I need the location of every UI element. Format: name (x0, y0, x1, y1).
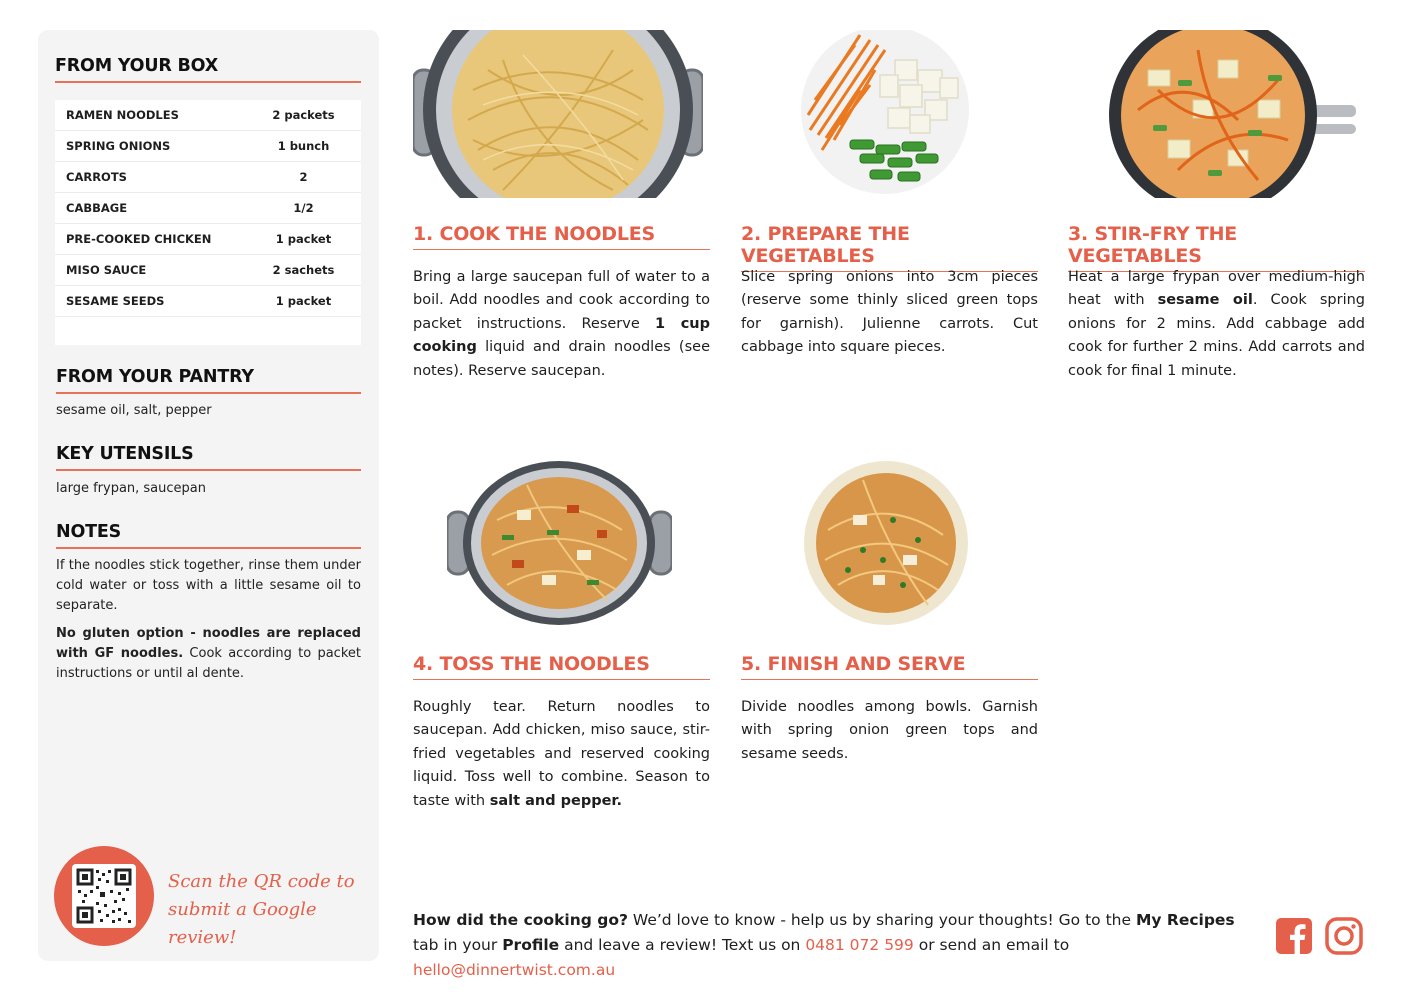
footer-text: and leave a review! Text us on (559, 936, 806, 954)
table-row (55, 193, 361, 224)
qr-caption (168, 868, 368, 952)
step-1-title: 1. COOK THE NOODLES (413, 223, 710, 250)
table-row (55, 286, 361, 317)
step-4-body (413, 696, 710, 813)
ingredient-name: PRE-COOKED CHICKEN (66, 232, 212, 246)
qr-caption-line: Scan the QR code to (168, 871, 355, 892)
review-footer (413, 908, 1263, 983)
no-gluten-detail: Cook according to packet instructions or until al dente. (56, 646, 361, 681)
ingredient-name: MISO SAUCE (66, 263, 147, 277)
notes-paragraph: If the noodles stick together, rinse them under cold water or toss with a little sesame oil to separate. (56, 558, 361, 613)
footer-question: How did the cooking go? (413, 911, 628, 929)
step-2-body: Slice spring onions into 3cm pieces (reserve some thinly sliced green tops for garnish). Julienne carrots. Cut cabbage into square pieces. (741, 269, 1038, 356)
cook-noodles-photo (413, 30, 703, 198)
step-emphasis: sesame oil (1157, 292, 1253, 309)
ingredient-name: CABBAGE (66, 201, 128, 215)
step-text: Roughly tear. Return noodles to saucepan. Add chicken, miso sauce, stir-fried vegetables and reserved cooking liquid. Toss well to combine. Season to taste with (413, 699, 710, 809)
notes-paragraph (56, 624, 361, 684)
ingredient-name: SESAME SEEDS (66, 294, 165, 308)
ingredient-qty: 1 bunch (277, 139, 330, 153)
stir-fry-vegetables-photo (1108, 30, 1358, 198)
instagram-icon[interactable] (1325, 917, 1363, 955)
ingredient-qty: 1 packet (275, 232, 332, 246)
footer-phone-link[interactable]: 0481 072 599 (805, 936, 914, 954)
ingredient-qty: 2 sachets (272, 263, 335, 277)
from-your-pantry-heading: FROM YOUR PANTRY (56, 367, 361, 394)
notes-heading: NOTES (56, 522, 361, 549)
ingredient-name: SPRING ONIONS (66, 139, 171, 153)
step-2-title: 2. PREPARE THE VEGETABLES (741, 223, 1038, 272)
step-4-title: 4. TOSS THE NOODLES (413, 653, 710, 680)
footer-email-link[interactable]: hello@dinnertwist.com.au (413, 961, 616, 979)
ingredient-qty: 2 (299, 170, 308, 184)
notes-text (56, 556, 361, 692)
table-row (55, 131, 361, 162)
utensils-text: large frypan, saucepan (56, 481, 206, 496)
pantry-text: sesame oil, salt, pepper (56, 403, 212, 418)
finish-and-serve-photo (803, 460, 969, 628)
step-3-title: 3. STIR-FRY THE VEGETABLES (1068, 223, 1365, 272)
footer-text: We’d love to know - help us by sharing your thoughts! Go to the (627, 911, 1136, 929)
qr-code-icon (72, 864, 136, 928)
ingredient-qty: 1 packet (275, 294, 332, 308)
table-row (55, 162, 361, 193)
qr-badge[interactable] (54, 846, 154, 946)
ingredient-qty: 2 packets (272, 108, 335, 122)
table-row (55, 255, 361, 286)
ingredient-qty: 1/2 (293, 201, 314, 215)
step-text: liquid and drain noodles (see notes). Reserve saucepan. (413, 339, 710, 379)
footer-my-recipes: My Recipes (1135, 911, 1235, 929)
step-emphasis: salt and pepper. (489, 792, 623, 809)
step-text: Bring a large saucepan full of water to a boil. Add noodles and cook according to packet instructions. Reserve (413, 269, 710, 332)
ingredient-name: RAMEN NOODLES (66, 108, 179, 122)
ingredient-name: CARROTS (66, 170, 127, 184)
facebook-icon[interactable] (1275, 917, 1313, 955)
qr-caption-line: submit a Google review! (168, 899, 317, 948)
footer-profile: Profile (502, 936, 560, 954)
table-row (55, 100, 361, 131)
step-5-title: 5. FINISH AND SERVE (741, 653, 1038, 680)
step-emphasis: 1 cup cooking (413, 315, 710, 356)
step-1-body (413, 266, 710, 383)
footer-text: tab in your (413, 936, 503, 954)
step-3-body (1068, 266, 1365, 383)
step-5-body: Divide noodles among bowls. Garnish with spring onion green tops and sesame seeds. (741, 699, 1038, 762)
prepare-vegetables-photo (800, 30, 970, 198)
table-row (55, 224, 361, 255)
step-text: Heat a large frypan over medium-high heat with (1068, 269, 1365, 309)
toss-noodles-photo (447, 460, 672, 628)
ingredients-sidebar (38, 30, 379, 961)
key-utensils-heading: KEY UTENSILS (56, 444, 361, 471)
from-your-box-heading: FROM YOUR BOX (55, 56, 361, 83)
ingredients-table (55, 100, 361, 345)
no-gluten-note: No gluten option - noodles are replaced with GF noodles. (56, 626, 361, 661)
step-text: . Cook spring onions for 2 mins. Add cabbage add cook for further 2 mins. Add carrots and cook for final 1 minute. (1068, 292, 1366, 379)
footer-text: or send an email to (913, 936, 1070, 954)
